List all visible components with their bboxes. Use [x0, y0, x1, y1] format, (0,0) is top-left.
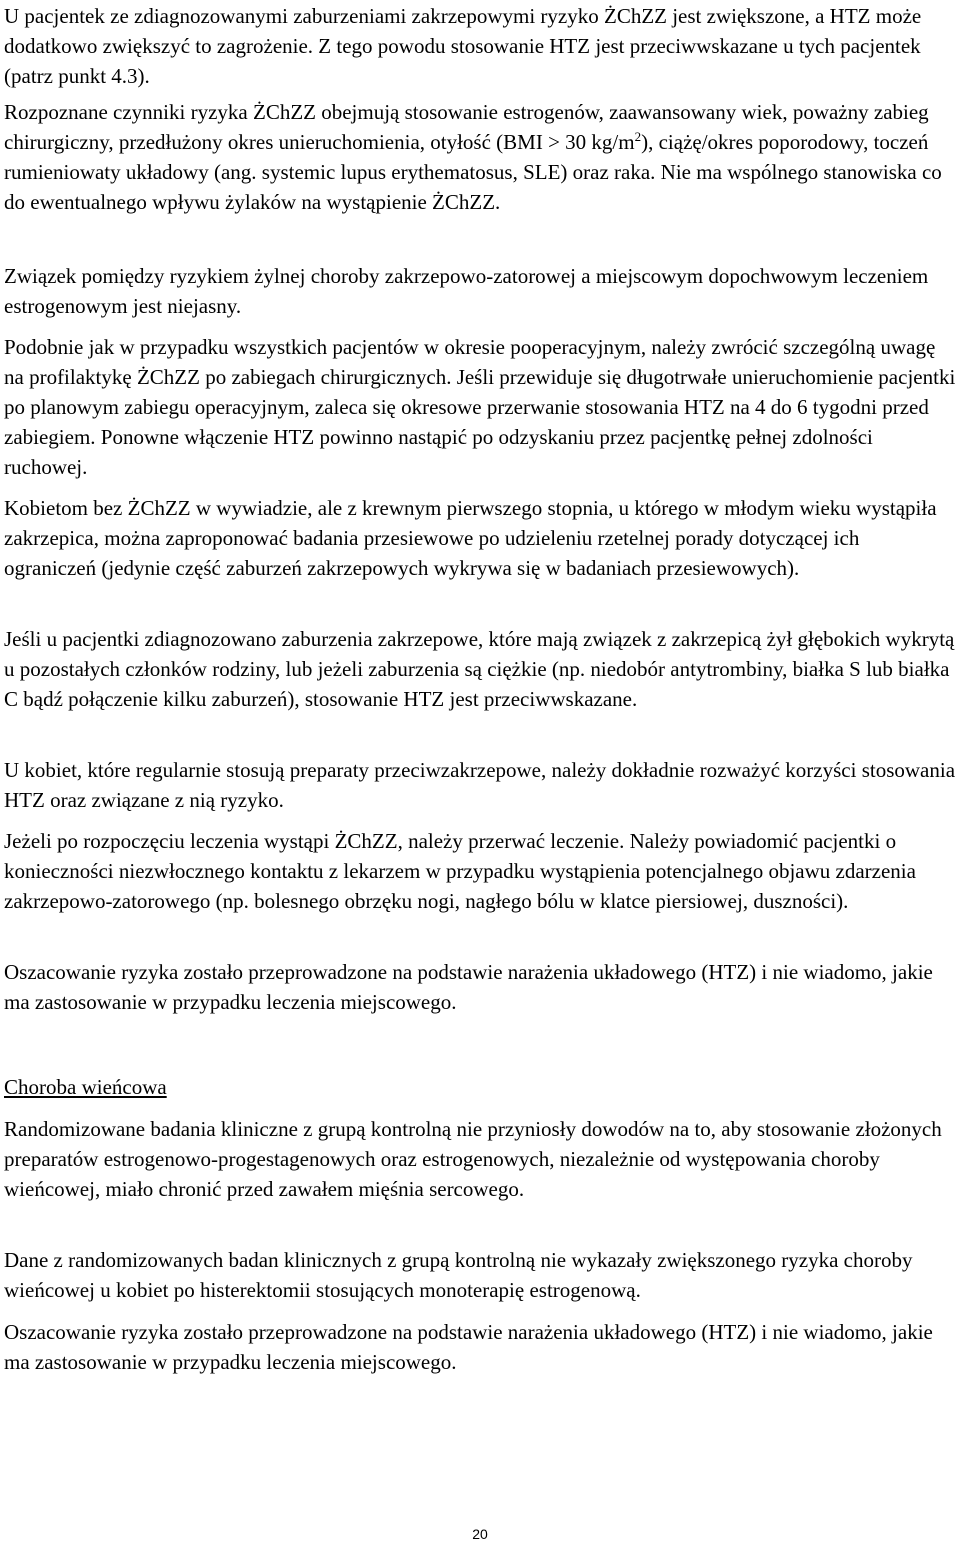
paragraph-randomized-trials: Randomizowane badania kliniczne z grupą kontrolną nie przyniosły dowodów na to, aby stosowanie złożonych preparatów estrogenowo-progestagenowych oraz estrogenowych, niezależnie od występowania choroby wieńcowej, miało chronić przed zawałem mięśnia sercowego.	[4, 1117, 942, 1201]
paragraph-anticoagulants: U kobiet, które regularnie stosują preparaty przeciwzakrzepowe, należy dokładnie rozważyć korzyści stosowania HTZ oraz związane z nią ryzyko.	[4, 758, 956, 812]
paragraph-screening: Kobietom bez ŻChZZ w wywiadzie, ale z krewnym pierwszego stopnia, u którego w młodym wieku wystąpiła zakrzepica, można zaproponować badania przesiewowe po udzieleniu rzetelnej porady dotyczącej ich ograniczeń (jedynie część zaburzeń zakrzepowych wykrywa się w badaniach przesiewowych).	[4, 496, 937, 580]
paragraph-risk-factors	[4, 97, 956, 217]
paragraph-risk-assessment-2: Oszacowanie ryzyka zostało przeprowadzone na podstawie narażenia układowego (HTZ) i nie wiadomo, jakie ma zastosowanie w przypadku leczenia miejscowego.	[4, 1320, 933, 1374]
paragraph-discontinue: Jeżeli po rozpoczęciu leczenia wystąpi ŻChZZ, należy przerwać leczenie. Należy powiadomić pacjentki o konieczności niezwłocznego kontaktu z lekarzem w przypadku wystąpienia potencjalnego objawu zdarzenia zakrzepowo-zatorowego (np. bolesnego obrzęku nogi, nagłego bólu w klatce piersiowej, duszności).	[4, 829, 916, 913]
paragraph-local-estrogen: Związek pomiędzy ryzykiem żylnej choroby zakrzepowo-zatorowej a miejscowym dopochwowym leczeniem estrogenowym jest niejasny.	[4, 264, 929, 318]
paragraph-hysterectomy: Dane z randomizowanych badan klinicznych z grupą kontrolną nie wykazały zwiększonego ryzyka choroby wieńcowej u kobiet po histerektomii stosujących monoterapię estrogenową.	[4, 1248, 913, 1302]
section-heading-coronary: Choroba wieńcowa	[4, 1075, 167, 1099]
paragraph-contraindication: Jeśli u pacjentki zdiagnozowano zaburzenia zakrzepowe, które mają związek z zakrzepicą żył głębokich wykrytą u pozostałych członków rodziny, lub jeżeli zaburzenia są ciężkie (np. niedobór antytrombiny, białka S lub białka C bądź połączenie kilku zaburzeń), stosowanie HTZ jest przeciwwskazane.	[4, 627, 955, 711]
risk-factors-text-start: Rozpoznane czynniki ryzyka ŻChZZ obejmują stosowanie estrogenów, zaawansowany wiek, poważny zabieg chirurgiczny, przedłużony okres unieruchomienia, otyłość (BMI > 30 kg/m	[4, 100, 929, 154]
risk-factors-text-end: ), ciążę/okres poporodowy, toczeń rumieniowaty układowy (ang. systemic lupus erythematosus, SLE) oraz raka. Nie ma wspólnego stanowiska co do ewentualnego wpływu żylaków na wystąpienie ŻChZZ.	[4, 130, 942, 214]
paragraph-thrombophilia: U pacjentek ze zdiagnozowanymi zaburzeniami zakrzepowymi ryzyko ŻChZZ jest zwiększone, a HTZ może dodatkowo zwiększyć to zagrożenie. Z tego powodu stosowanie HTZ jest przeciwwskazane u tych pacjentek (patrz punkt 4.3).	[4, 4, 922, 88]
paragraph-risk-assessment-1: Oszacowanie ryzyka zostało przeprowadzone na podstawie narażenia układowego (HTZ) i nie wiadomo, jakie ma zastosowanie w przypadku leczenia miejscowego.	[4, 960, 933, 1014]
page-number: 20	[472, 1526, 488, 1542]
paragraph-postoperative: Podobnie jak w przypadku wszystkich pacjentów w okresie pooperacyjnym, należy zwrócić szczególną uwagę na profilaktykę ŻChZZ po zabiegach chirurgicznych. Jeśli przewiduje się długotrwałe unieruchomienie pacjentki po planowym zabiegu operacyjnym, zaleca się okresowe przerwanie stosowania HTZ na 4 do 6 tygodni przed zabiegiem. Ponowne włączenie HTZ powinno nastąpić po odzyskaniu przez pacjentkę pełnej zdolności ruchowej.	[4, 335, 956, 479]
superscript-2: 2	[634, 129, 642, 144]
